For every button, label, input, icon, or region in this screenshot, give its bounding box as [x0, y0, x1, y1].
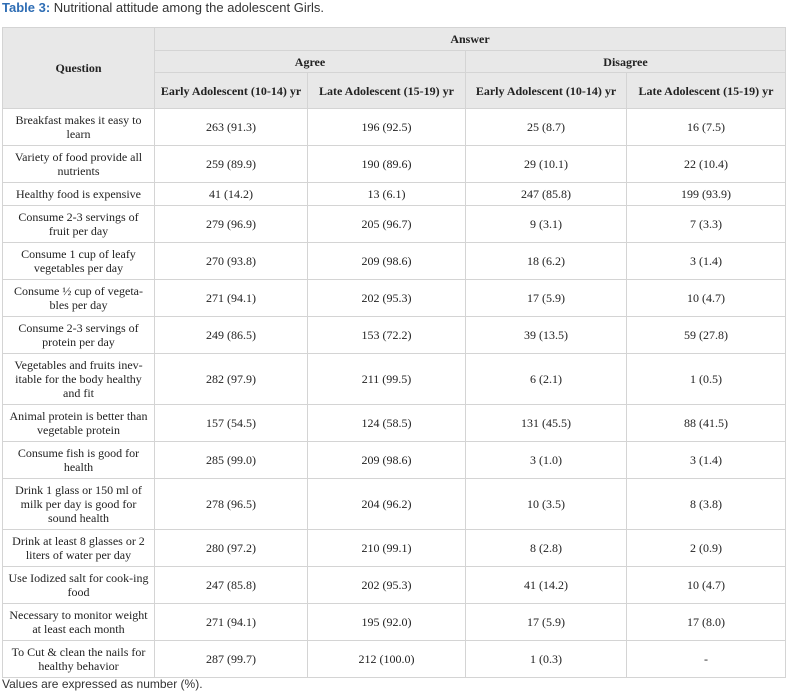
disagree-early-cell: 8 (2.8) — [466, 530, 627, 567]
question-cell: Consume 1 cup of leafy vegetables per day — [3, 243, 155, 280]
disagree-late-cell: 10 (4.7) — [627, 280, 786, 317]
agree-late-cell: 209 (98.6) — [308, 442, 466, 479]
table-label: Table 3: — [2, 0, 51, 15]
table-row — [3, 604, 786, 641]
question-cell: To Cut & clean the nails for healthy behavior — [3, 641, 155, 678]
agree-late-cell: 204 (96.2) — [308, 479, 466, 530]
agree-late-cell: 202 (95.3) — [308, 567, 466, 604]
agree-early-cell: 271 (94.1) — [155, 604, 308, 641]
agree-early-cell: 280 (97.2) — [155, 530, 308, 567]
agree-early-cell: 157 (54.5) — [155, 405, 308, 442]
disagree-early-cell: 17 (5.9) — [466, 604, 627, 641]
disagree-early-cell: 29 (10.1) — [466, 146, 627, 183]
nutrition-attitude-table — [2, 27, 786, 678]
agree-early-cell: 263 (91.3) — [155, 109, 308, 146]
table-row — [3, 567, 786, 604]
question-cell: Consume 2-3 servings of fruit per day — [3, 206, 155, 243]
disagree-early-cell: 17 (5.9) — [466, 280, 627, 317]
disagree-early-cell: 3 (1.0) — [466, 442, 627, 479]
agree-late-cell: 153 (72.2) — [308, 317, 466, 354]
header-answer: Answer — [155, 28, 786, 51]
agree-late-cell: 202 (95.3) — [308, 280, 466, 317]
agree-late-cell: 209 (98.6) — [308, 243, 466, 280]
agree-late-cell: 190 (89.6) — [308, 146, 466, 183]
disagree-late-cell: 8 (3.8) — [627, 479, 786, 530]
agree-early-cell: 278 (96.5) — [155, 479, 308, 530]
agree-early-cell: 282 (97.9) — [155, 354, 308, 405]
table-footnote: Values are expressed as number (%). — [2, 677, 203, 691]
agree-early-cell: 279 (96.9) — [155, 206, 308, 243]
disagree-late-cell: 7 (3.3) — [627, 206, 786, 243]
agree-late-cell: 196 (92.5) — [308, 109, 466, 146]
disagree-early-cell: 131 (45.5) — [466, 405, 627, 442]
table-caption — [2, 0, 324, 16]
question-cell: Healthy food is expensive — [3, 183, 155, 206]
header-agree-late: Late Adolescent (15-19) yr — [308, 73, 466, 109]
table-row — [3, 280, 786, 317]
agree-early-cell: 41 (14.2) — [155, 183, 308, 206]
disagree-late-cell: - — [627, 641, 786, 678]
disagree-early-cell: 1 (0.3) — [466, 641, 627, 678]
header-question: Question — [3, 28, 155, 109]
disagree-early-cell: 39 (13.5) — [466, 317, 627, 354]
header-agree: Agree — [155, 51, 466, 73]
agree-early-cell: 249 (86.5) — [155, 317, 308, 354]
question-cell: Consume ½ cup of vegeta-bles per day — [3, 280, 155, 317]
header-disagree: Disagree — [466, 51, 786, 73]
disagree-early-cell: 247 (85.8) — [466, 183, 627, 206]
agree-early-cell: 247 (85.8) — [155, 567, 308, 604]
disagree-late-cell: 1 (0.5) — [627, 354, 786, 405]
question-cell: Consume fish is good for health — [3, 442, 155, 479]
question-cell: Animal protein is better than vegetable protein — [3, 405, 155, 442]
disagree-late-cell: 2 (0.9) — [627, 530, 786, 567]
question-cell: Vegetables and fruits inev-itable for the body healthy and fit — [3, 354, 155, 405]
disagree-early-cell: 10 (3.5) — [466, 479, 627, 530]
header-agree-early: Early Adolescent (10-14) yr — [155, 73, 308, 109]
table-row — [3, 405, 786, 442]
table-row — [3, 442, 786, 479]
agree-early-cell: 287 (99.7) — [155, 641, 308, 678]
table-title: Nutritional attitude among the adolescent Girls. — [50, 0, 325, 15]
table-row — [3, 641, 786, 678]
table-row — [3, 479, 786, 530]
disagree-early-cell: 25 (8.7) — [466, 109, 627, 146]
disagree-late-cell: 16 (7.5) — [627, 109, 786, 146]
disagree-late-cell: 3 (1.4) — [627, 442, 786, 479]
table-row — [3, 109, 786, 146]
table-row — [3, 530, 786, 567]
disagree-early-cell: 18 (6.2) — [466, 243, 627, 280]
table-row — [3, 206, 786, 243]
disagree-late-cell: 17 (8.0) — [627, 604, 786, 641]
table-row — [3, 317, 786, 354]
question-cell: Use Iodized salt for cook-ing food — [3, 567, 155, 604]
disagree-late-cell: 3 (1.4) — [627, 243, 786, 280]
disagree-early-cell: 41 (14.2) — [466, 567, 627, 604]
table-row — [3, 243, 786, 280]
table-row — [3, 183, 786, 206]
agree-early-cell: 285 (99.0) — [155, 442, 308, 479]
disagree-early-cell: 9 (3.1) — [466, 206, 627, 243]
question-cell: Variety of food provide all nutrients — [3, 146, 155, 183]
agree-late-cell: 212 (100.0) — [308, 641, 466, 678]
agree-early-cell: 270 (93.8) — [155, 243, 308, 280]
table-row — [3, 354, 786, 405]
agree-early-cell: 259 (89.9) — [155, 146, 308, 183]
disagree-late-cell: 59 (27.8) — [627, 317, 786, 354]
disagree-late-cell: 88 (41.5) — [627, 405, 786, 442]
disagree-late-cell: 10 (4.7) — [627, 567, 786, 604]
header-disagree-late: Late Adolescent (15-19) yr — [627, 73, 786, 109]
question-cell: Necessary to monitor weight at least each month — [3, 604, 155, 641]
disagree-early-cell: 6 (2.1) — [466, 354, 627, 405]
agree-early-cell: 271 (94.1) — [155, 280, 308, 317]
question-cell: Breakfast makes it easy to learn — [3, 109, 155, 146]
header-disagree-early: Early Adolescent (10-14) yr — [466, 73, 627, 109]
agree-late-cell: 205 (96.7) — [308, 206, 466, 243]
agree-late-cell: 211 (99.5) — [308, 354, 466, 405]
question-cell: Drink at least 8 glasses or 2 liters of water per day — [3, 530, 155, 567]
disagree-late-cell: 22 (10.4) — [627, 146, 786, 183]
agree-late-cell: 195 (92.0) — [308, 604, 466, 641]
question-cell: Drink 1 glass or 150 ml of milk per day is good for sound health — [3, 479, 155, 530]
agree-late-cell: 13 (6.1) — [308, 183, 466, 206]
disagree-late-cell: 199 (93.9) — [627, 183, 786, 206]
agree-late-cell: 124 (58.5) — [308, 405, 466, 442]
question-cell: Consume 2-3 servings of protein per day — [3, 317, 155, 354]
agree-late-cell: 210 (99.1) — [308, 530, 466, 567]
table-row — [3, 146, 786, 183]
